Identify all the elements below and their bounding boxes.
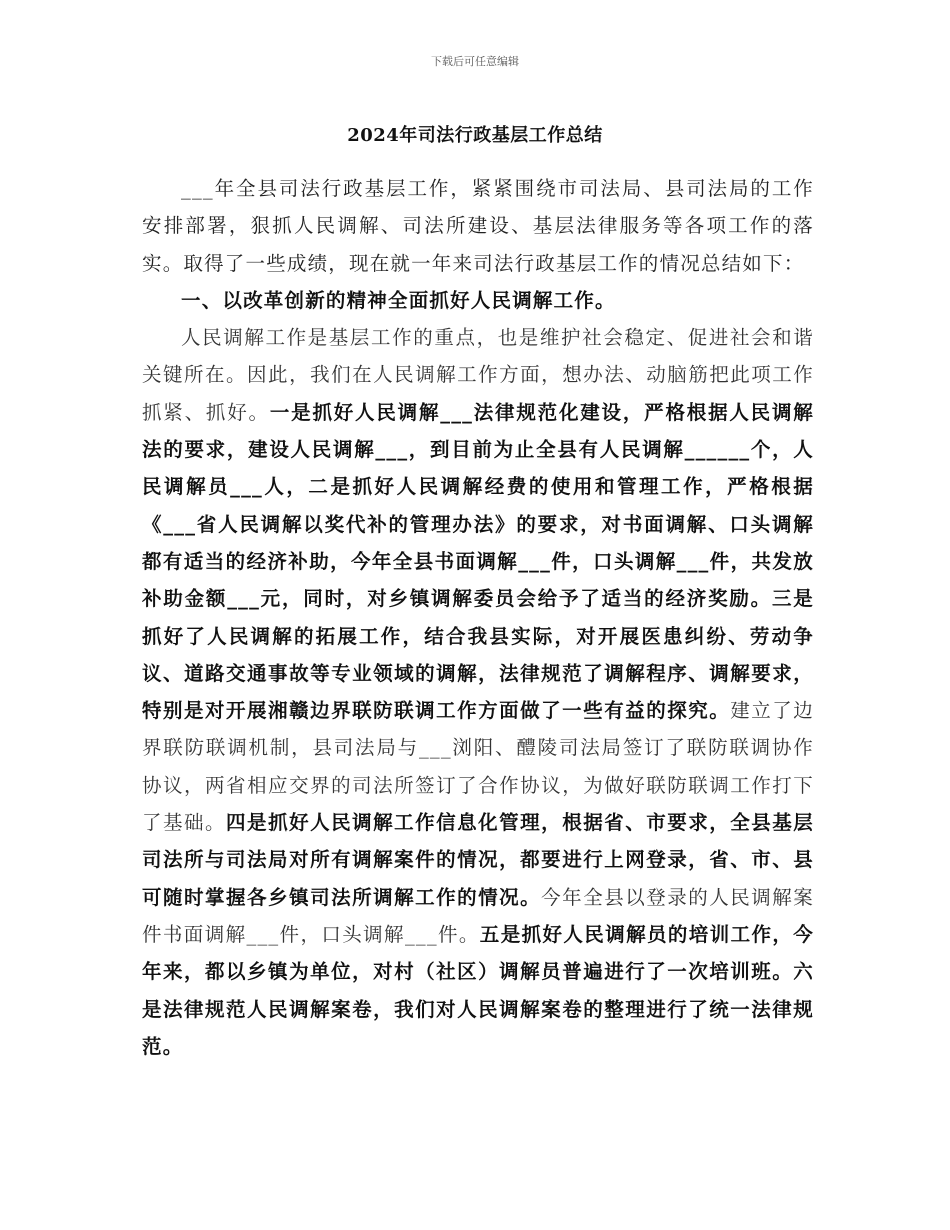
intro-paragraph: ___年全县司法行政基层工作，紧紧围绕市司法局、县司法局的工作安排部署，狠抓人民调解、司法所建设、基层法律服务等各项工作的落实。取得了一些成绩，现在就一年来司法行政基层工作的情况总结如下：: [142, 177, 814, 275]
paragraph-text-bold: 五是抓好人民调解员的培训工作，今年来，都以乡镇为单位，对村（社区）调解员普遍进行了一次培训班。六是法律规范人民调解案卷，我们对人民调解案卷的整理进行了统一法律规范。: [142, 922, 814, 1058]
section-paragraph: [142, 319, 814, 1065]
paragraph-text-bold: 四是抓好人民调解工作信息化管理，根据省、市要求，全县基层司法所与司法局对所有调解案件的情况，都要进行上网登录，省、市、县可随时掌握各乡镇司法所调解工作的情况。: [142, 811, 814, 909]
document-title: 2024年司法行政基层工作总结: [347, 125, 603, 146]
document-body: [142, 170, 814, 1065]
paragraph-text-normal: 人民调解工作是基层工作的重点，也是维护社会稳定、促进社会和谐关键所在。因此，我们在人民调解工作方面，想办法、动脑筋把此项工作抓紧、抓好。: [142, 326, 814, 424]
header-note: 下载后可任意编辑: [431, 55, 519, 68]
paragraph-text-normal: 今年全县以登录的人民调解案件书面调解___件，口头调解___件。: [142, 885, 814, 946]
paragraph-text-bold: 一是抓好人民调解___法律规范化建设，严格根据人民调解法的要求，建设人民调解___，到目前为止全县有人民调解______个，人民调解员___人，二是抓好人民调解经费的使用和管理工作，严格根据《___省人民调解以奖代补的管理办法》的要求，对书面调解、口头调解都有适当的经济补助，今年全县书面调解___件，口头调解___件，共发放补助金额___元，同时，对乡镇调解委员会给予了适当的经济奖励。三是抓好了人民调解的拓展工作，结合我县实际，对开展医患纠纷、劳动争议、道路交通事故等专业领域的调解，法律规范了调解程序、调解要求，特别是对开展湘赣边界联防联调工作方面做了一些有益的探究。: [142, 400, 814, 723]
paragraph-text-normal: 建立了边界联防联调机制，县司法局与___浏阳、醴陵司法局签订了联防联调协作协议，两省相应交界的司法所签订了合作协议，为做好联防联调工作打下了基础。: [142, 699, 814, 835]
section-heading: 一、以改革创新的精神全面抓好人民调解工作。: [181, 288, 616, 312]
